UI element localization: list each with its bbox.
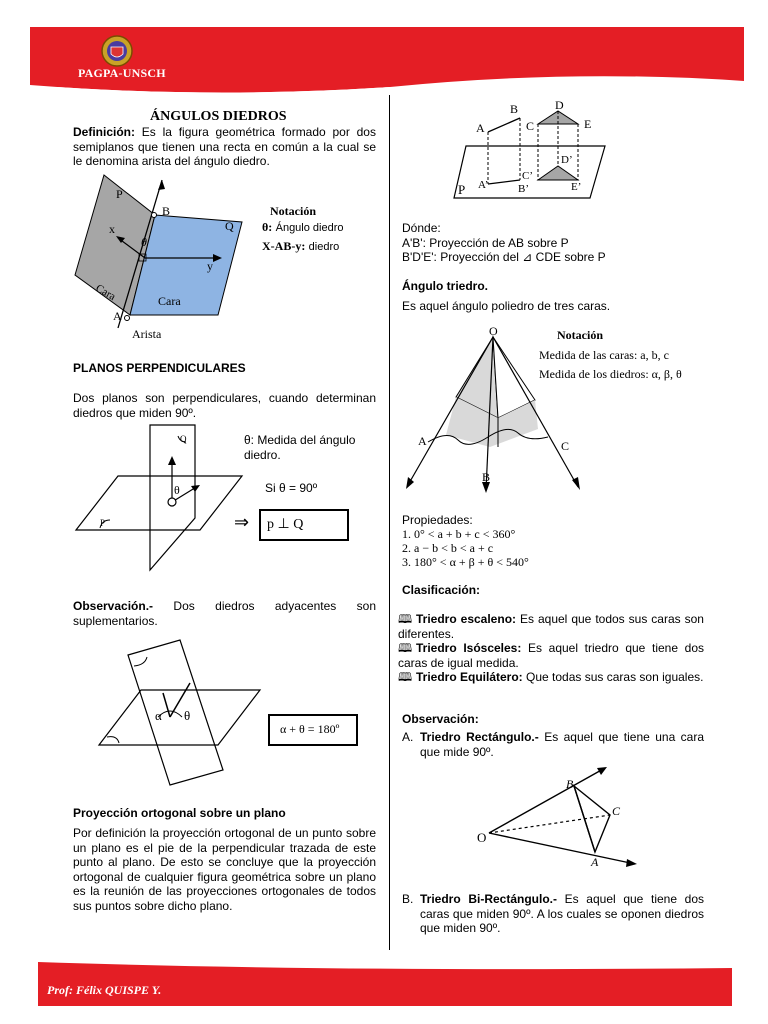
sum-formula: α + θ = 180º [280,722,340,736]
column-divider [389,95,390,950]
perpendicular-planes-figure [70,420,250,580]
label-p: P [100,518,106,528]
observation-paragraph: Observación.- Dos diedros adyacentes son suplementarios. [73,599,376,628]
brand-name: PAGPA-UNSCH [78,66,166,80]
label-y: y [207,259,213,273]
si-theta-line: Si θ = 90º [265,481,318,495]
notation-theta: θ: Ángulo diedro [262,220,344,234]
observation-heading: Observación: [402,712,479,726]
svg-text:A’: A’ [478,179,489,191]
definition-text: Es la figura geométrica formado por dos semiplanos que tienen una recta en común a la cual se le denomina arista del ángulo diedro. [73,125,376,168]
svg-text:O: O [477,830,487,845]
class-item-isosceles: 🕮 Triedro Isósceles: Es aquel triedro que tiene dos caras de igual medida. [398,641,704,670]
svg-text:P: P [458,182,466,197]
properties-heading: Propiedades: [402,513,473,527]
notation-caras: Medida de las caras: a, b, c [539,348,669,362]
obs-a-number: A. [402,730,414,744]
svg-text:D: D [555,98,564,112]
dihedral-figure [70,170,270,345]
svg-text:B’: B’ [518,183,529,195]
svg-text:C: C [561,439,570,453]
property-3: 3. 180° < α + β + θ < 540° [402,555,529,569]
label-q: Q [180,434,187,444]
donde-label: Dónde: [402,221,441,235]
sum-formula-box [268,714,358,746]
footer-author: Prof: Félix QUISPE Y. [47,983,162,997]
classification-heading: Clasificación: [402,583,481,597]
definition-paragraph [73,125,376,169]
theta-measure-2: diedro. [244,448,281,462]
obs-b-number: B. [402,892,414,906]
book-icon: 🕮 [398,612,413,626]
svg-text:B: B [510,102,519,116]
property-1: 1. 0° < a + b + c < 360° [402,527,516,541]
theta-measure-1: θ: Medida del ángulo [244,433,356,447]
label-theta: θ [174,483,180,497]
svg-text:C’: C’ [522,170,533,182]
label-p: P [116,187,123,201]
book-icon: 🕮 [398,641,413,655]
property-2: 2. a − b < b < a + c [402,541,494,555]
page-title: ÁNGULOS DIEDROS [150,109,287,124]
perp-formula: p ⊥ Q [267,517,304,532]
book-icon: 🕮 [398,670,413,684]
perp-paragraph: Dos planos son perpendiculares, cuando determinan diedros que miden 90º. [73,391,376,420]
svg-text:C: C [526,119,535,133]
obs-a-paragraph: Triedro Rectángulo.- Es aquel que tiene una cara que mide 90º. [420,730,704,759]
svg-text:B: B [482,470,491,484]
label-theta: θ [184,708,191,723]
svg-text:A: A [591,855,599,869]
label-cara-2: Cara [158,294,181,308]
label-b: B [162,204,171,218]
label-alpha: α [155,708,162,723]
projection-figure [450,96,625,206]
donde-line-1: A'B': Proyección de AB sobre P [402,236,569,250]
class-item-equilatero: 🕮 Triedro Equilátero: Que todas sus caras son iguales. [398,670,704,684]
svg-text:O: O [489,325,498,338]
notation-xaby: X-AB-y: diedro [262,239,340,253]
notation-heading: Notación [270,204,316,218]
triedro-text: Es aquel ángulo poliedro de tres caras. [402,299,611,313]
svg-text:E: E [584,117,592,131]
svg-text:E’: E’ [571,181,582,193]
svg-text:A: A [476,121,485,135]
implies-arrow: ⇒ [234,512,250,532]
label-theta: θ [141,235,147,249]
svg-text:C: C [612,804,621,818]
label-cara-1: Cara [93,282,118,303]
class-item-escaleno: 🕮 Triedro escaleno: Es aquel que todos sus caras son diferentes. [398,612,704,641]
svg-text:A: A [418,434,427,448]
projection-heading: Proyección ortogonal sobre un plano [73,806,286,820]
notation-heading-right: Notación [557,328,603,342]
obs-b-paragraph: Triedro Bi-Rectángulo.- Es aquel que tiene dos caras que miden 90º. A los cuales se oponen diedros que miden 90º. [420,892,704,935]
university-logo [100,34,134,68]
svg-text:D’: D’ [561,154,573,166]
label-x: x [109,222,115,236]
svg-text:B: B [566,777,574,791]
donde-line-2: B'D'E': Proyección del ⊿ CDE sobre P [402,250,606,264]
adjacent-dihedrals-figure [95,635,265,795]
notation-diedros: Medida de los diedros: α, β, θ [539,367,682,381]
label-a: A [113,309,122,323]
label-arista: Arista [132,327,162,341]
label-q: Q [225,219,234,233]
triedro-heading: Ángulo triedro. [402,279,488,293]
perp-formula-box [259,509,349,541]
perp-heading: PLANOS PERPENDICULARES [73,361,246,375]
definition-label: Definición: [73,125,135,139]
rectangular-trihedral-figure [475,760,645,870]
projection-paragraph: Por definición la proyección ortogonal de un punto sobre un plano es el pie de la perpendicular trazada de este punto al plano. De esto se concluye que la proyección ortogonal de cualquier figura geométrica sobre un plano es la reunión de las proyecciones ortogonales de todos sus puntos sobre dicho plano. [73,826,376,913]
